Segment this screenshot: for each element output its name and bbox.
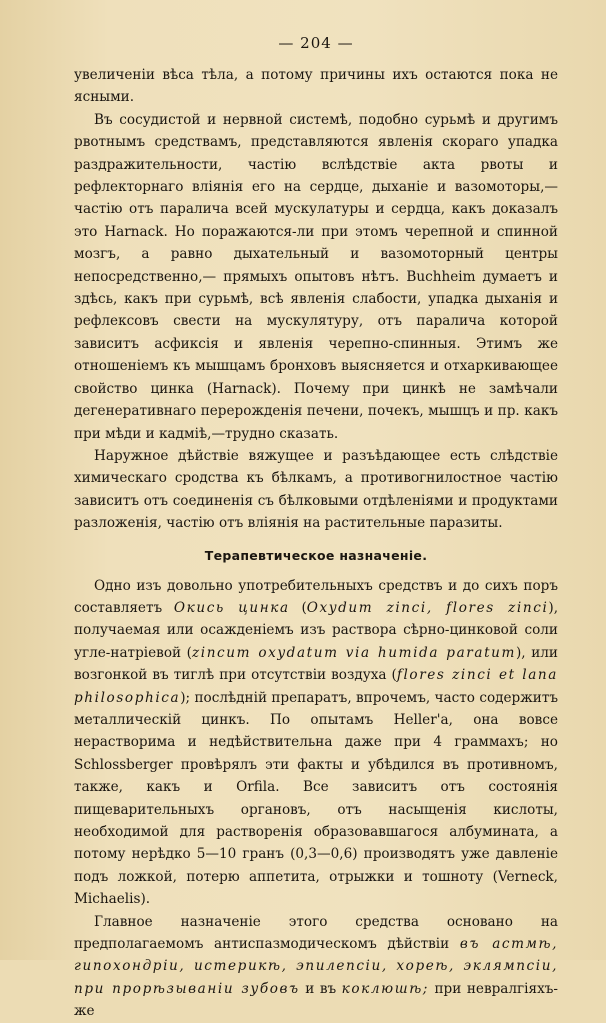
spaced-term: Окись цинка [173, 599, 290, 616]
spaced-term: flores zinci et lana philosophica [74, 667, 558, 706]
text-run: при невралгіяхъ-же [74, 980, 558, 1020]
spaced-term: коклюшѣ; [341, 980, 429, 997]
text-run: ), или возгонкой въ тиглѣ при отсутствіи воздуха ( [74, 644, 558, 684]
paragraph-main-indication [74, 911, 558, 1023]
paragraph-zinc-oxide [74, 575, 558, 911]
text-run: ); послѣдній препаратъ, впрочемъ, часто содержитъ металлическій цинкъ. По опытамъ Heller'а, она вовсе нерастворима и недѣйствительна даже при 4 граммахъ; но Schlossberger провѣрялъ эти факты и убѣдился въ противномъ, также, какъ и Orfila. Все зависитъ отъ состоянія пищеварительныхъ органовъ, отъ насыщенія кислоты, необходимой для растворенія образовавшагося албумината, а потому нерѣдко 5—10 гранъ (0,3—0,6) производятъ уже давленіе подъ ложкой, потерю аппетита, отрыжки и тошноту (Verneck, Michaelis). [74, 689, 558, 908]
text-run: Главное назначеніе этого средства основано на предполагаемомъ антиспазмодическомъ дѣйствіи [74, 913, 558, 953]
spaced-term: zincum oxydatum via humida paratum [191, 644, 516, 661]
paragraph-nervous-system: Въ сосудистой и нервной системѣ, подобно сурьмѣ и другимъ рвотнымъ средствамъ, представляются явленія скораго упадка раздражительности, частію вслѣдствіе акта рвоты и рефлекторнаго вліянія его на сердце, дыханіе и вазомоторы,—частію отъ паралича всей мускулатуры и сердца, какъ доказалъ это Harnack. Но поражаются-ли при этомъ черепной и спинной мозгъ, а равно дыхательный и вазомоторный центры непосредственно,— прямыхъ опытовъ нѣтъ. Buchheim думаетъ и здѣсь, какъ при сурьмѣ, всѣ явленія слабости, упадка дыханія и рефлексовъ свести на мускулятуру, отъ паралича которой зависитъ асфиксія и явленія черепно-спинныя. Этимъ же отношеніемъ къ мышцамъ бронховъ выясняется и отхаркивающее свойство цинка (Harnack). Почему при цинкѣ не замѣчали дегенеративнаго перерожденія печени, почекъ, мышцъ и пр. какъ при мѣди и кадміѣ,—трудно сказать. [74, 111, 558, 442]
spaced-term: въ астмѣ, гипохондріи, истерикѣ, эпилепсіи, хореѣ, эклямпсіи, при прорѣзываніи зубовъ [74, 936, 559, 997]
text-run: и въ [299, 980, 342, 997]
page-number: — 204 — [278, 34, 354, 52]
spaced-term: Oxydum zinci, flores zinci [306, 599, 549, 616]
section-heading: Терапевтическое назначеніе. [204, 547, 428, 563]
paragraph-continuation: увеличеніи вѣса тѣла, а потому причины ихъ остаются пока не ясными. [74, 67, 558, 106]
paragraph-external-action: Наружное дѣйствіе вяжущее и разъѣдающее есть слѣдствіе химическаго сродства къ бѣлкамъ, а противогнилостное частію зависитъ отъ соединенія съ бѣлковыми отдѣленіями и продуктами разложенія, частію отъ вліянія на растительные паразиты. [74, 447, 558, 532]
text-run: ), получаемая или осажденіемъ изъ раствора сѣрно-цинковой соли угле-натріевой ( [74, 599, 559, 661]
text-run: Одно изъ довольно употребительныхъ средствъ и до сихъ поръ составляетъ [74, 577, 558, 616]
text-run: ( [289, 599, 307, 616]
